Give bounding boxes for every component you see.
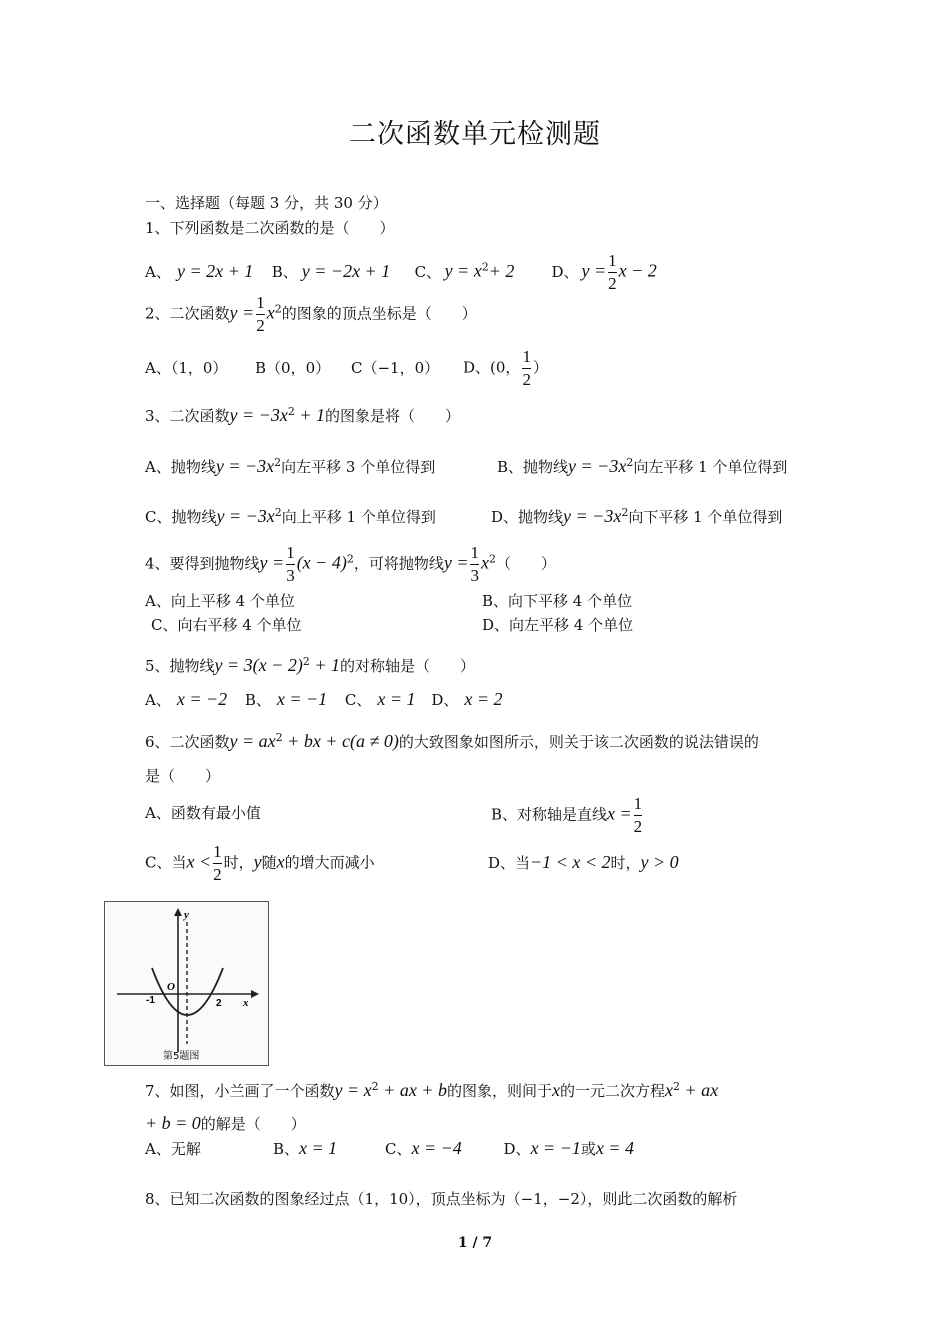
q3-stem-pre: 3、二次函数: [145, 407, 230, 425]
q2-stem: [145, 292, 477, 337]
q3-option-b: B、抛物线$y = -3x^2$向左平移 1 个单位得到: [497, 456, 788, 476]
q2-stem-post: 的图象的顶点坐标是（ ）: [281, 304, 477, 323]
q2-stem-pre: 2、二次函数: [145, 304, 230, 323]
q6-stem: 6、二次函数$y = ax^2$ + bx + c(a ≠ 0)的大致图象如图所示，则关于该二次函数的说法错误的: [145, 731, 759, 751]
q3-option-c: C、抛物线$y = -3x^2$向上平移 1 个单位得到: [145, 506, 436, 526]
q1-c-sup: 2: [481, 260, 489, 274]
q1-stem: 1、下列函数是二次函数的是（ ）: [145, 219, 395, 237]
parabola-graph: [105, 902, 268, 1065]
q6-c: C、当x < $\frac{1}{2}$ 时，y随x的增大而减小: [145, 842, 375, 884]
q2-d-pre: D、(0，: [463, 358, 521, 377]
q2-sup: 2: [274, 302, 282, 316]
q1-options: [145, 250, 657, 295]
q4-c: C、向右平移 4 个单位: [151, 616, 302, 634]
q4-d: D、向左平移 4 个单位: [482, 616, 634, 634]
q2-x: x: [266, 302, 275, 323]
q3-option-a: A、抛物线$y = -3x^2$向左平移 3 个单位得到: [145, 456, 436, 476]
q4-b: B、向下平移 4 个单位: [482, 592, 633, 610]
q1-d-label: D、: [551, 262, 579, 281]
figure-caption: 第5题图: [163, 1051, 200, 1062]
neg1-label: -1: [146, 995, 155, 1006]
section-heading: 一、选择题（每题 3 分，共 30 分）: [145, 194, 388, 212]
page-number: 1 / 7: [457, 1235, 493, 1251]
q2-a: A、（1，0）: [145, 358, 228, 377]
x-label: x: [243, 997, 249, 1009]
q2-d-frac: $\frac{1}{2}$: [522, 347, 531, 389]
q7-options: A、无解 B、x = 1 C、x = −4 D、x = −1或x = 4: [145, 1138, 634, 1158]
q3-sup: 2: [287, 405, 295, 418]
y-label: y: [184, 909, 189, 921]
q2-y-eq: y =: [229, 302, 255, 323]
q2-c: C（−1，0）: [351, 358, 440, 377]
q3-expr: y = −3x: [229, 405, 288, 425]
q7-stem: 7、如图，小兰画了一个函数$y = x^2$ + ax + b的图象，则间于x的一元二次方程$x^2$ + ax: [145, 1080, 719, 1100]
q2-frac: $\frac{1}{2}$: [256, 293, 265, 335]
q2-b: B（0，0）: [255, 358, 331, 377]
q3-expr-post: + 1: [294, 405, 325, 425]
q6-a: A、函数有最小值: [145, 804, 261, 822]
q6-b: B、对称轴是直线x = $\frac{1}{2}$: [491, 794, 643, 836]
q1-a-expr: y = 2x + 1: [177, 260, 254, 281]
q8-stem: 8、已知二次函数的图象经过点（1，10），顶点坐标为（−1，−2），则此二次函数的解析: [145, 1190, 738, 1208]
q1-d-pre: y =: [581, 260, 607, 281]
q1-c-expr: y = x: [444, 260, 482, 281]
q3-stem-post: 的图象是将（ ）: [324, 407, 460, 425]
origin-label: O: [167, 981, 175, 993]
q4-stem: 4、要得到抛物线y = $\frac{1}{3}$ $(x - 4)^2$，可将抛物线y = $\frac{1}{3}$ $x^2$（ ）: [145, 543, 556, 585]
q5-stem: 5、抛物线$y = 3(x - 2)^2 + 1$的对称轴是（ ）: [145, 655, 475, 675]
q2-options: [145, 346, 548, 391]
q1-c-label: C、: [414, 262, 442, 281]
q3-stem: [145, 402, 460, 426]
parabola-figure: [104, 901, 269, 1066]
q1-d-frac: $\frac{1}{2}$: [608, 251, 617, 293]
q4-a: A、向上平移 4 个单位: [145, 592, 295, 610]
q3-option-d: D、抛物线$y = -3x^2$向下平移 1 个单位得到: [491, 506, 783, 526]
q1-a-label: A、: [145, 262, 171, 281]
two-label: 2: [216, 998, 222, 1009]
q2-d-post: ）: [532, 358, 548, 377]
q1-b-expr: y = −2x + 1: [301, 260, 391, 281]
q6-stem-line2: 是（ ）: [145, 767, 221, 785]
q1-d-post: x − 2: [618, 260, 657, 281]
q1-b-label: B、: [271, 262, 298, 281]
q5-options: A、 x = −2 B、 x = −1 C、 x = 1 D、 x = 2: [145, 689, 503, 709]
q1-c-post: + 2: [488, 260, 515, 281]
q7-stem-line2: + b = 0的解是（ ）: [145, 1113, 306, 1133]
page-title: 二次函数单元检测题: [349, 119, 601, 150]
q6-d: D、当−1 < x < 2时，y > 0: [488, 852, 679, 872]
